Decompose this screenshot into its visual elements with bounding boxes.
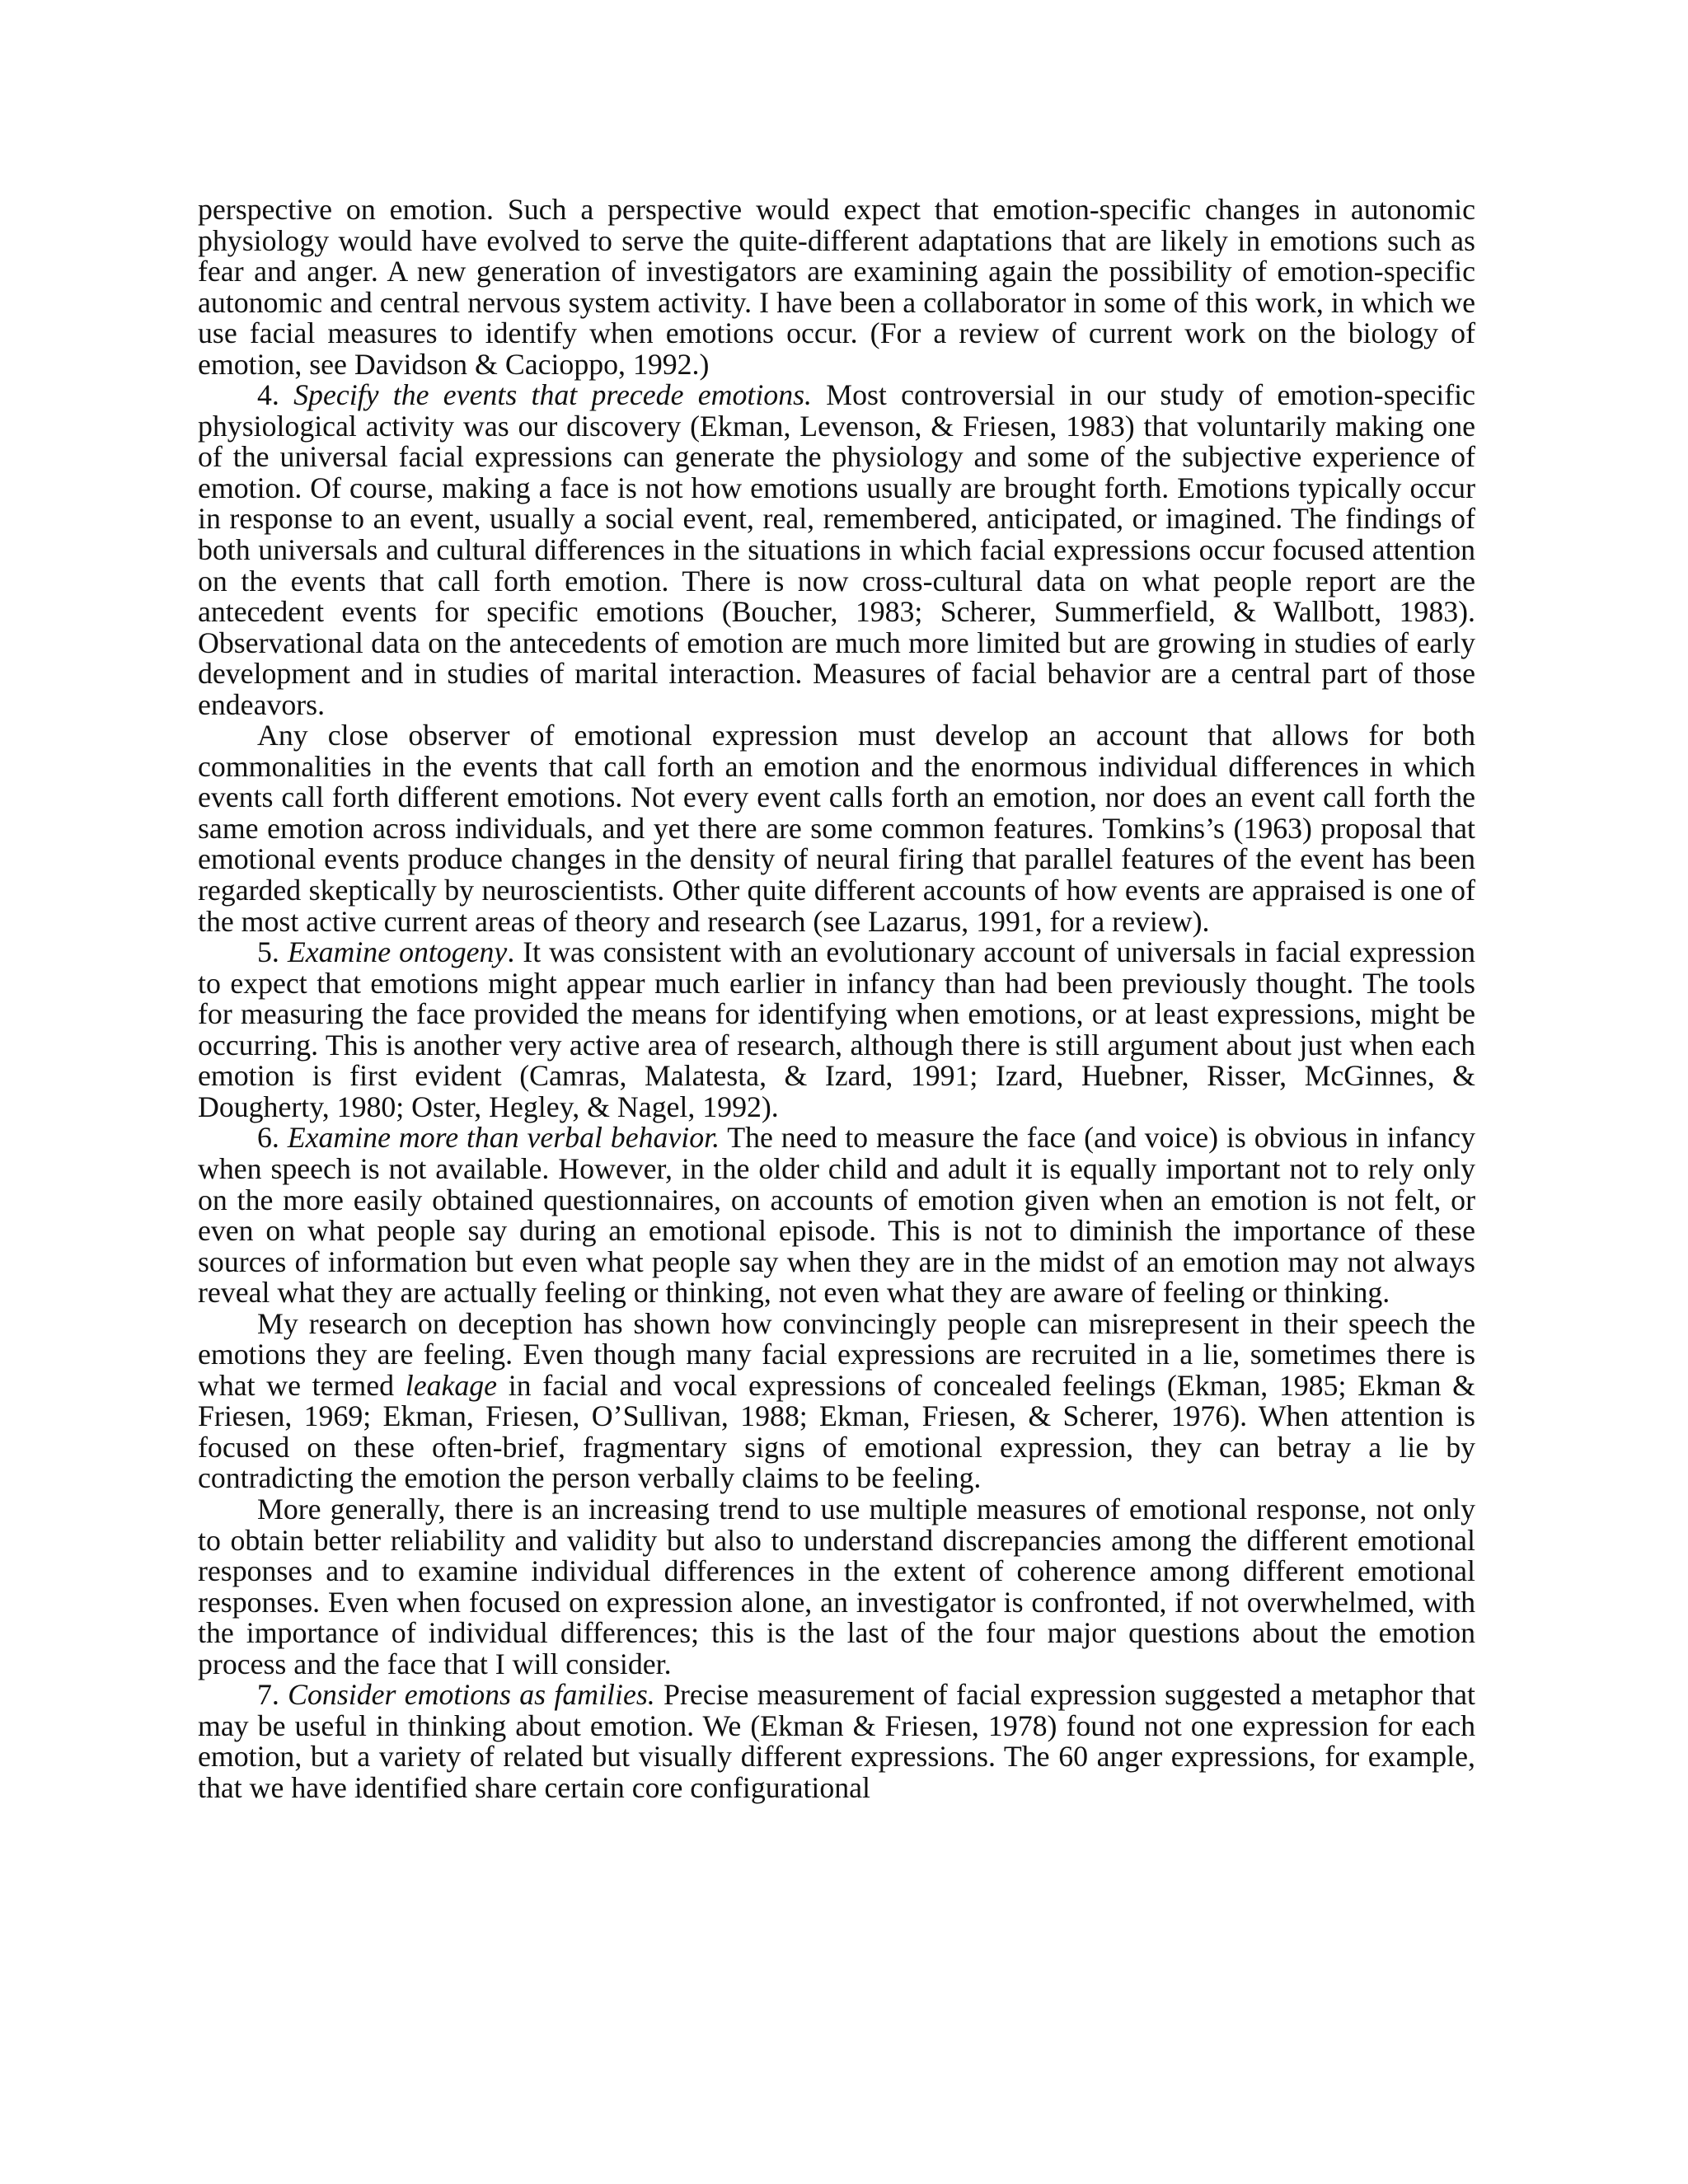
paragraph-text: Any close observer of emotional expression must develop an account that allows for both commonalities in the events that call forth an emotion and the enormous individual differences in which events call forth different emotions. Not every event calls forth an emotion, nor does an event call forth the same emotion across individuals, and yet there are some common features. Tomkins’s (1963) proposal that emotional events produce changes in the density of neural firing that parallel features of the event has been regarded skeptically by neuroscientists. Other quite different accounts of how events are appraised is one of the most active current areas of theory and research (see Lazarus, 1991, for a review). xyxy=(198,719,1475,938)
item-heading: Examine more than verbal behavior. xyxy=(287,1121,720,1155)
paragraph-biology-perspective xyxy=(198,194,1475,380)
paragraph-text: My research on deception has shown how convincingly people can misrepresent in their speech the emotions they are feeling. Even though many facial expressions are recruited in a lie, sometimes there is what we termed xyxy=(198,1306,1475,1402)
item-number: 5. xyxy=(257,935,288,969)
paragraph-text: perspective on emotion. Such a perspective would expect that emotion-specific changes in autonomic physiology would have evolved to serve the quite-different adaptations that are likely in emotions such as fear and anger. A new generation of investigators are examining again the possibility of emotion-specific autonomic and central nervous system activity. I have been a collaborator in some of this work, in which we use facial measures to identify when emotions occur. (For a review of current work on the biology of emotion, see Davidson & Cacioppo, 1992.) xyxy=(198,193,1475,381)
paragraph-text: Precise measurement of facial expression suggested a metaphor that may be useful in thinking about emotion. We (Ekman & Friesen, 1978) found not one expression for each emotion, but a variety of related but visually different expressions. The 60 anger expressions, for example, that we have identified share certain core configurational xyxy=(198,1678,1475,1804)
item-number: 7. xyxy=(257,1678,288,1712)
item-heading: Consider emotions as families. xyxy=(288,1678,655,1712)
paragraph-deception xyxy=(198,1306,1475,1495)
paragraph-text: The need to measure the face (and voice) is obvious in infancy when speech is not available. However, in the older child and adult it is equally important not to rely only on the more easily obtained questionnaires, on accounts of emotion given when an emotion is not felt, or even on what people say during an emotional episode. This is not to diminish the importance of these sources of information but even what people say when they are in the midst of an emotion may not always reveal what they are actually feeling or thinking, not even what they are aware of feeling or thinking. xyxy=(198,1121,1476,1310)
item-number: 4. xyxy=(257,378,294,412)
document-page xyxy=(198,194,1475,1803)
item-number: 6. xyxy=(257,1121,288,1155)
paragraph-verbal-behavior xyxy=(198,1122,1475,1308)
item-heading: Examine ontogeny xyxy=(287,935,508,969)
paragraph-text: Most controversial in our study of emotion-specific physiological activity was our discovery (Ekman, Levenson, & Friesen, 1983) that voluntarily making one of the universal facial expressions can generate the physiology and some of the subjective experience of emotion. Of course, making a face is not how emotions usually are brought forth. Emotions typically occur in response to an event, usually a social event, real, remembered, anticipated, or imagined. The findings of both universals and cultural differences in the situations in which facial expressions occur focused attention on the events that call forth emotion. There is now cross-cultural data on what people report are the antecedent events for specific emotions (Boucher, 1983; Scherer, Summerfield, & Wallbott, 1983). Observational data on the antecedents of emotion are much more limited but are growing in studies of early development and in studies of marital interaction. Measures of facial behavior are a central part of those endeavors. xyxy=(198,378,1475,721)
item-heading: Specify the events that precede emotions. xyxy=(293,378,812,412)
paragraph-text: in facial and vocal expressions of concealed feelings (Ekman, 1985; Ekman & Friesen, 1969; Ekman, Friesen, O’Sullivan, 1988; Ekman, Friesen, & Scherer, 1976). When attention is focused on these often-brief, fragmentary signs of emotional expression, they can betray a lie by contradicting the emotion the person verbally claims to be feeling. xyxy=(198,1368,1475,1495)
paragraph-specify-events xyxy=(198,380,1475,720)
paragraph-text: More generally, there is an increasing trend to use multiple measures of emotional response, not only to obtain better reliability and validity but also to understand discrepancies among the different emotional responses and to examine individual differences in the extent of coherence among different emotional responses. Even when focused on expression alone, an investigator is confronted, if not overwhelmed, with the importance of individual differences; this is the last of the four major questions about the emotion process and the face that I will consider. xyxy=(198,1492,1475,1680)
paragraph-emotion-families xyxy=(198,1680,1475,1803)
emphasis-term: leakage xyxy=(405,1368,498,1402)
paragraph-multiple-measures xyxy=(198,1494,1475,1680)
paragraph-examine-ontogeny xyxy=(198,937,1475,1122)
paragraph-text: . It was consistent with an evolutionary account of universals in facial expression to expect that emotions might appear much earlier in infancy than had been previously thought. The tools for measuring the face provided the means for identifying when emotions, or at least expressions, might be occurring. This is another very active area of research, although there is still argument about just when each emotion is first evident (Camras, Malatesta, & Izard, 1991; Izard, Huebner, Risser, McGinnes, & Dougherty, 1980; Oster, Hegley, & Nagel, 1992). xyxy=(198,935,1476,1123)
paragraph-close-observer xyxy=(198,720,1475,937)
